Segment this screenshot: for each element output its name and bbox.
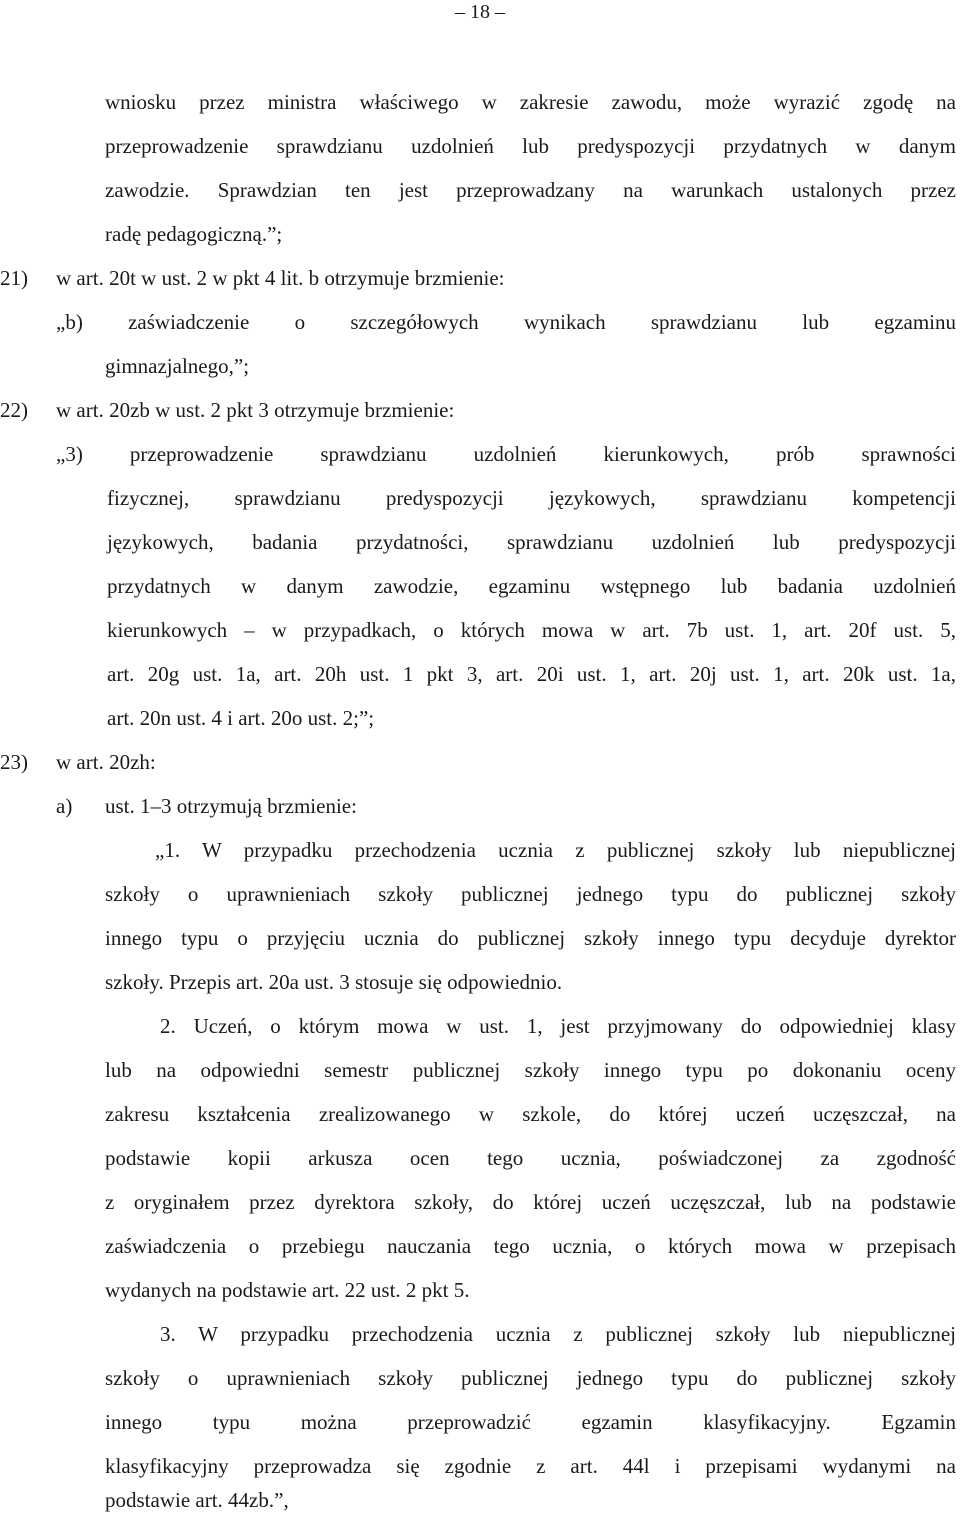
text-line: szkoły. Przepis art. 20a ust. 3 stosuje się odpowiednio. <box>105 970 563 994</box>
item-number: 21) <box>0 266 28 290</box>
text-line: „3) przeprowadzenie sprawdzianu uzdolnień kierunkowych, prób sprawności <box>56 442 956 466</box>
text-line: 2. Uczeń, o którym mowa w ust. 1, jest przyjmowany do odpowiedniej klasy <box>160 1014 956 1038</box>
text-line: kierunkowych – w przypadkach, o których mowa w art. 7b ust. 1, art. 20f ust. 5, <box>107 618 956 642</box>
text-line: przydatnych w danym zawodzie, egzaminu wstępnego lub badania uzdolnień <box>107 574 956 598</box>
text-line: 3. W przypadku przechodzenia ucznia z publicznej szkoły lub niepublicznej <box>160 1322 956 1346</box>
text-line: zakresu kształcenia zrealizowanego w szkole, do której uczeń uczęszczał, na <box>105 1102 956 1126</box>
text-line: z oryginałem przez dyrektora szkoły, do której uczeń uczęszczał, lub na podstawie <box>105 1190 956 1214</box>
text-line: podstawie art. 44zb.”, <box>105 1488 289 1512</box>
text-line: art. 20g ust. 1a, art. 20h ust. 1 pkt 3, art. 20i ust. 1, art. 20j ust. 1, art. 20k ust. 1a, <box>107 662 956 686</box>
text-line: lub na odpowiedni semestr publicznej szkoły innego typu po dokonaniu oceny <box>105 1058 956 1082</box>
item-number: 22) <box>0 398 28 422</box>
text-line: fizycznej, sprawdzianu predyspozycji językowych, sprawdzianu kompetencji <box>107 486 956 510</box>
text-line: radę pedagogiczną.”; <box>105 222 283 246</box>
text-line: art. 20n ust. 4 i art. 20o ust. 2;”; <box>107 706 375 730</box>
text-line: podstawie kopii arkusza ocen tego ucznia, poświadczonej za zgodność <box>105 1146 956 1170</box>
text-line: wydanych na podstawie art. 22 ust. 2 pkt 5. <box>105 1278 470 1302</box>
text-line: innego typu można przeprowadzić egzamin klasyfikacyjny. Egzamin <box>105 1410 956 1434</box>
text-line: w art. 20t w ust. 2 w pkt 4 lit. b otrzymuje brzmienie: <box>56 266 505 290</box>
page-number: – 18 – <box>455 1 505 23</box>
text-line: w art. 20zb w ust. 2 pkt 3 otrzymuje brzmienie: <box>56 398 455 422</box>
text-line: szkoły o uprawnieniach szkoły publicznej jednego typu do publicznej szkoły <box>105 1366 956 1390</box>
text-line: w art. 20zh: <box>56 750 156 774</box>
text-line: innego typu o przyjęciu ucznia do publicznej szkoły innego typu decyduje dyrektor <box>105 926 956 950</box>
text-line: zaświadczenia o przebiegu nauczania tego ucznia, o których mowa w przepisach <box>105 1234 956 1258</box>
item-letter: a) <box>56 794 73 818</box>
text-line: wniosku przez ministra właściwego w zakresie zawodu, może wyrazić zgodę na <box>105 90 956 114</box>
text-line: klasyfikacyjny przeprowadza się zgodnie z art. 44l i przepisami wydanymi na <box>105 1454 956 1478</box>
text-line: „b) zaświadczenie o szczegółowych wynikach sprawdzianu lub egzaminu <box>56 310 956 334</box>
text-line: językowych, badania przydatności, sprawdzianu uzdolnień lub predyspozycji <box>107 530 956 554</box>
text-line: „1. W przypadku przechodzenia ucznia z publicznej szkoły lub niepublicznej <box>155 838 956 862</box>
item-number: 23) <box>0 750 28 774</box>
text-line: szkoły o uprawnieniach szkoły publicznej jednego typu do publicznej szkoły <box>105 882 956 906</box>
text-line: przeprowadzenie sprawdzianu uzdolnień lub predyspozycji przydatnych w danym <box>105 134 956 158</box>
text-line: zawodzie. Sprawdzian ten jest przeprowadzany na warunkach ustalonych przez <box>105 178 956 202</box>
text-line: ust. 1–3 otrzymują brzmienie: <box>105 794 357 818</box>
text-line: gimnazjalnego,”; <box>105 354 250 378</box>
